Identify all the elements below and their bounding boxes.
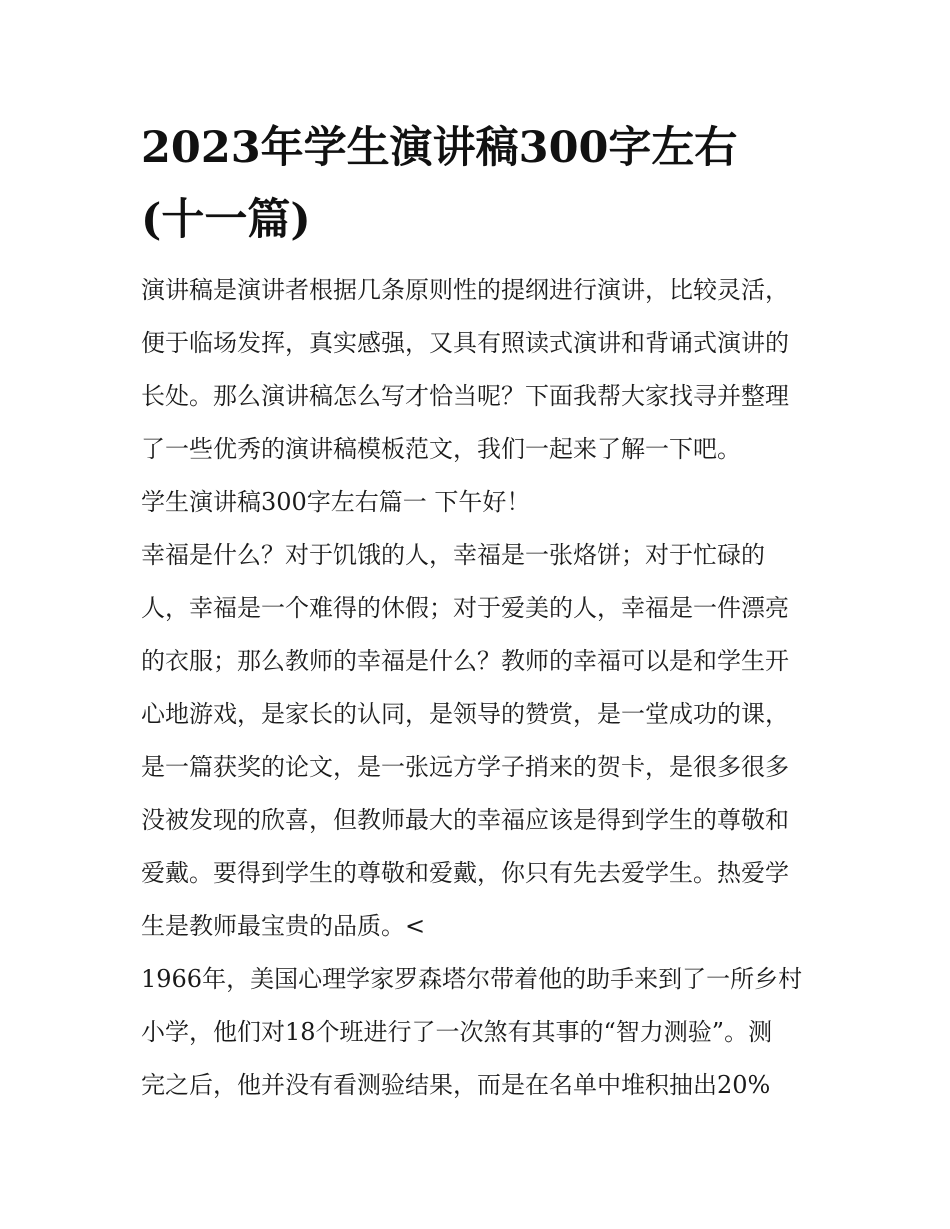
text-line: 人，幸福是一个难得的休假；对于爱美的人，幸福是一件漂亮 (141, 594, 789, 622)
text-line: 1966年，美国心理学家罗森塔尔带着他的助手来到了一所乡村 (141, 965, 803, 993)
section-heading: 学生演讲稿300字左右篇一 下午好！ (141, 488, 531, 516)
text-line: 爱戴。要得到学生的尊敬和爱戴，你只有先去爱学生。热爱学 (141, 859, 789, 887)
title-line: 2023年学生演讲稿300字左右 (141, 123, 738, 173)
document-body (141, 264, 813, 1112)
text-line: 幸福是什么？对于饥饿的人，幸福是一张烙饼；对于忙碌的 (141, 541, 765, 569)
text-line: 长处。那么演讲稿怎么写才恰当呢？下面我帮大家找寻并整理 (141, 382, 789, 410)
text-line: 了一些优秀的演讲稿模板范文，我们一起来了解一下吧。 (141, 435, 741, 463)
text-line: 是一篇获奖的论文，是一张远方学子捎来的贺卡，是很多很多 (141, 753, 789, 781)
document-content (141, 112, 813, 1112)
text-line: 的衣服；那么教师的幸福是什么？教师的幸福可以是和学生开 (141, 647, 789, 675)
text-line: 心地游戏，是家长的认同，是领导的赞赏，是一堂成功的课， (141, 700, 789, 728)
title-line: (十一篇) (141, 195, 311, 245)
document-title (141, 112, 813, 256)
text-line: 生是教师最宝贵的品质。< (141, 912, 426, 940)
text-line: 没被发现的欣喜，但教师最大的幸福应该是得到学生的尊敬和 (141, 806, 789, 834)
text-line: 完之后，他并没有看测验结果，而是在名单中堆积抽出20% (141, 1071, 771, 1099)
text-line: 小学，他们对18个班进行了一次煞有其事的“智力测验”。测 (141, 1018, 773, 1046)
text-line: 演讲稿是演讲者根据几条原则性的提纲进行演讲，比较灵活， (141, 276, 789, 304)
text-line: 便于临场发挥，真实感强，又具有照读式演讲和背诵式演讲的 (141, 329, 789, 357)
